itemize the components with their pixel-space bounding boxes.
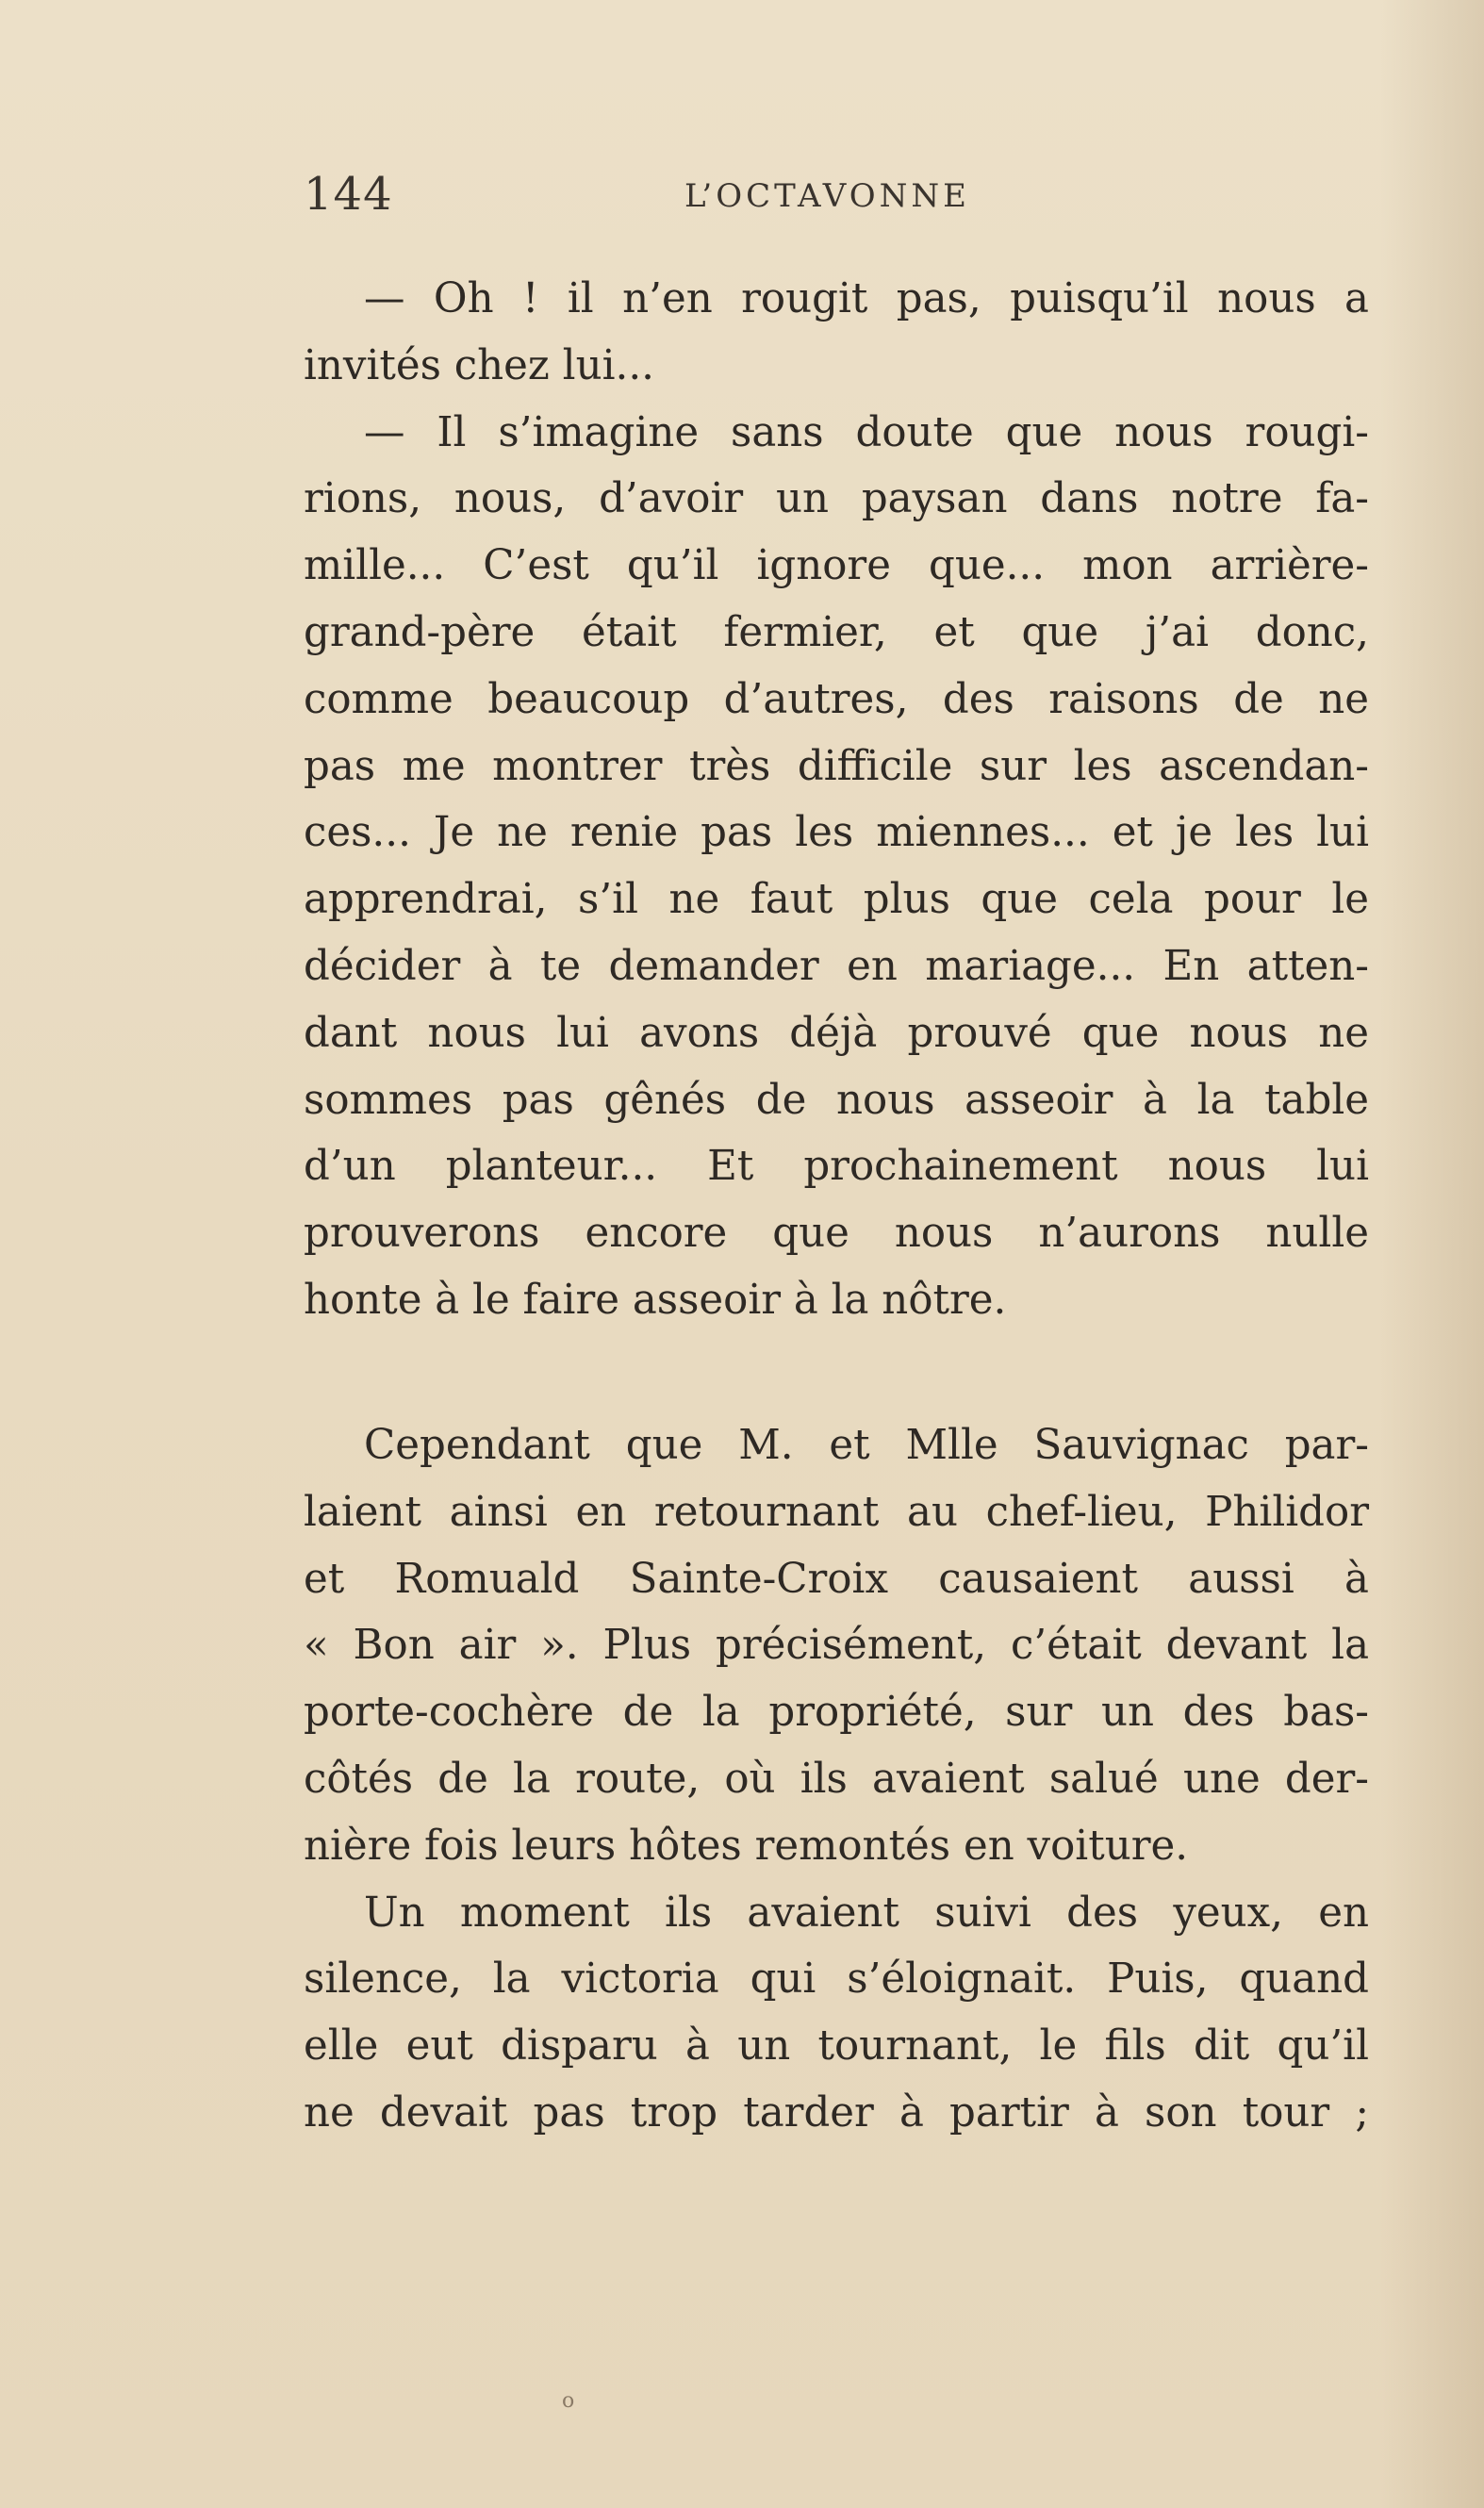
text-line: mille... C’est qu’il ignore que... mon arrière- (304, 542, 1369, 590)
text-line: nière fois leurs hôtes remontés en voiture. (304, 1822, 1189, 1870)
text-line: ces... Je ne renie pas les miennes... et je les lui (304, 809, 1369, 857)
text-line: dant nous lui avons déjà prouvé que nous ne (304, 1009, 1369, 1057)
text-line: laient ainsi en retournant au chef-lieu, Philidor (304, 1488, 1369, 1536)
text-line: honte à le faire asseoir à la nôtre. (304, 1276, 1007, 1324)
text-line: côtés de la route, où ils avaient salué une der- (304, 1755, 1369, 1803)
page-header (304, 168, 1397, 234)
text-line: invités chez lui... (304, 341, 654, 389)
running-title: L’OCTAVONNE (684, 177, 970, 215)
text-line: ne devait pas trop tarder à partir à son tour ; (304, 2088, 1369, 2137)
text-line: grand-père était fermier, et que j’ai donc, (304, 608, 1369, 656)
text-line: Cependant que M. et Mlle Sauvignac par- (364, 1422, 1369, 1469)
text-line: Un moment ils avaient suivi des yeux, en (364, 1889, 1369, 1937)
text-line: apprendrai, s’il ne faut plus que cela pour le (304, 876, 1369, 924)
text-line: porte-cochère de la propriété, sur un des bas- (304, 1689, 1369, 1737)
text-line: — Il s’imagine sans doute que nous rougi- (364, 408, 1369, 456)
page-number: 144 (304, 168, 393, 221)
text-line: pas me montrer très difficile sur les ascendan- (304, 742, 1369, 790)
dialogue-block (304, 266, 1369, 1334)
text-line: « Bon air ». Plus précisément, c’était devant la (304, 1622, 1369, 1670)
text-line: — Oh ! il n’en rougit pas, puisqu’il nous a (364, 275, 1369, 322)
narrative-block (304, 1412, 1369, 2147)
text-line: rions, nous, d’avoir un paysan dans notre fa- (304, 475, 1369, 523)
text-line: silence, la victoria qui s’éloignait. Puis, quand (304, 1955, 1369, 2004)
text-line: décider à te demander en mariage... En atten- (304, 942, 1369, 990)
text-line: comme beaucoup d’autres, des raisons de ne (304, 675, 1369, 723)
text-line: elle eut disparu à un tournant, le fils dit qu’il (304, 2022, 1369, 2071)
text-line: et Romuald Sainte-Croix causaient aussi à (304, 1555, 1369, 1603)
page-mark: o (562, 2389, 575, 2413)
text-line: sommes pas gênés de nous asseoir à la table (304, 1076, 1369, 1124)
text-line: d’un planteur... Et prochainement nous lui (304, 1143, 1369, 1191)
text-line: prouverons encore que nous n’aurons nulle (304, 1210, 1369, 1258)
